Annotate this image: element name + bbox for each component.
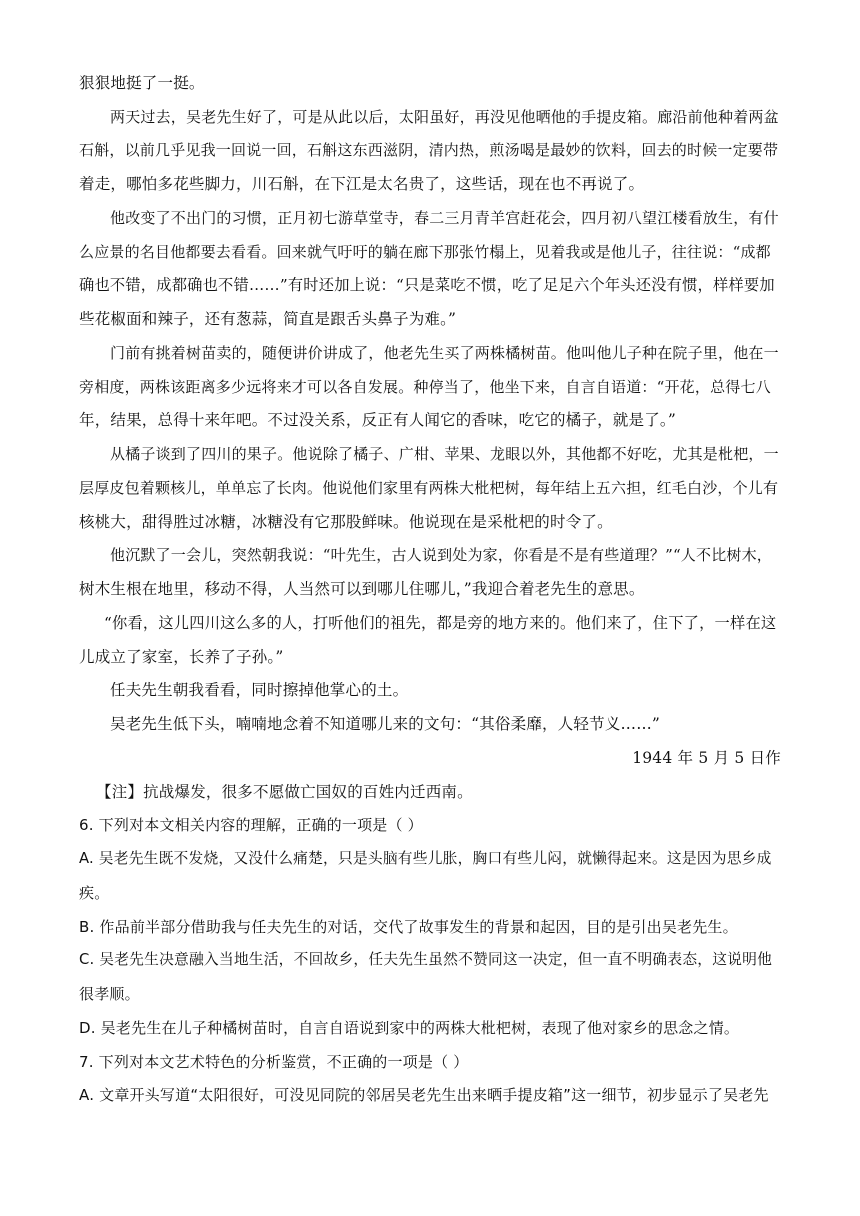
passage-line: 些花椒面和辣子，还有葱蒜，简直是跟舌头鼻子为难。” bbox=[79, 310, 457, 328]
passage-line: 层厚皮包着颗核儿，单单忘了长肉。他说他们家里有两株大枇杷树，每年结上五六担，红毛白沙，个儿有 bbox=[79, 479, 779, 497]
passage-line: 旁相度，两株该距离多少远将来才可以各自发展。种停当了，他坐下来，自言自语道：“开花，总得七八 bbox=[79, 378, 771, 396]
passage-date: 1944 年 5 月 5 日作 bbox=[632, 749, 781, 767]
passage-line: 树木生根在地里，移动不得，人当然可以到哪儿住哪儿，”我迎合着老先生的意思。 bbox=[79, 580, 645, 598]
question-7-stem: 7. 下列对本文艺术特色的分析鉴赏，不正确的一项是（ ） bbox=[79, 1053, 469, 1071]
q6-option-c-cont: 很孝顺。 bbox=[79, 985, 140, 1003]
q6-option-c: C. 吴老先生决意融入当地生活，不回故乡，任夫先生虽然不赞同这一决定，但一直不明确表态，这说明他 bbox=[79, 951, 773, 968]
passage-line: 他沉默了一会儿，突然朝我说：“叶先生，古人说到处为家，你看是不是有些道理？”“人不比树木， bbox=[110, 546, 773, 564]
passage-line: 任夫先生朝我看看，同时擦掉他掌心的土。 bbox=[110, 681, 409, 699]
q7-option-a: A. 文章开头写道“太阳很好，可没见同院的邻居吴老先生出来晒手提皮箱”这一细节，初步显示了吴老先 bbox=[79, 1086, 769, 1104]
q6-option-b: B. 作品前半部分借助我与任夫先生的对话，交代了故事发生的背景和起因，目的是引出吴老先生。 bbox=[79, 918, 738, 936]
passage-line: 狠狠地挺了一挺。 bbox=[79, 74, 205, 92]
passage-line: 门前有挑着树苗卖的，随便讲价讲成了，他老先生买了两株橘树苗。他叫他儿子种在院子里，他在一 bbox=[110, 344, 779, 362]
passage-line: 两天过去，吴老先生好了，可是从此以后，太阳虽好，再没见他晒他的手提皮箱。廊沿前他种着两盆 bbox=[110, 108, 779, 126]
passage-line: 年，结果，总得十来年吧。不过没关系，反正有人闻它的香味，吃它的橘子，就是了。” bbox=[79, 411, 676, 429]
passage-note: 【注】抗战爆发，很多不愿做亡国奴的百姓内迁西南。 bbox=[96, 783, 473, 801]
q6-option-d: D. 吴老先生在儿子种橘树苗时，自言自语说到家中的两株大枇杷树，表现了他对家乡的思念之情。 bbox=[79, 1019, 740, 1037]
passage-line: 着走，哪怕多花些脚力，川石斛，在下江是太名贵了，这些话，现在也不再说了。 bbox=[79, 175, 645, 193]
passage-line: 儿成立了家室，长养了子孙。” bbox=[79, 648, 284, 666]
q6-option-a-cont: 疾。 bbox=[79, 884, 110, 902]
passage-line: 他改变了不出门的习惯，正月初七游草堂寺，春二三月青羊宫赶花会，四月初八望江楼看放生，有什 bbox=[110, 209, 779, 227]
q6-option-a: A. 吴老先生既不发烧，又没什么痛楚，只是头脑有些儿胀，胸口有些儿闷，就懒得起来。这是因为思乡成 bbox=[79, 850, 772, 867]
passage-line: “你看，这儿四川这么多的人，打听他们的祖先，都是旁的地方来的。他们来了，住下了，一样在这 bbox=[104, 614, 777, 632]
passage-line: 核桃大，甜得胜过冰糖，冰糖没有它那股鲜味。他说现在是采枇杷的时令了。 bbox=[79, 513, 613, 531]
passage-line: 么应景的名目他都要去看看。回来就气吁吁的躺在廊下那张竹榻上，见着我或是他儿子，往往说：“成都 bbox=[79, 243, 771, 261]
passage-line: 从橘子谈到了四川的果子。他说除了橘子、广柑、苹果、龙眼以外，其他都不好吃，尤其是枇杷，一 bbox=[110, 445, 779, 463]
question-6-stem: 6. 下列对本文相关内容的理解，正确的一项是（ ） bbox=[79, 816, 423, 834]
passage-line: 确也不错，成都确也不错……”有时还加上说：“只是菜吃不惯，吃了足足六个年头还没有惯，样样要加 bbox=[79, 276, 775, 294]
passage-line: 石斛，以前几乎见我一回说一回，石斛这东西滋阴，清内热，煎汤喝是最妙的饮料，回去的时候一定要带 bbox=[79, 141, 779, 159]
passage-line: 吴老先生低下头，喃喃地念着不知道哪儿来的文句：“其俗柔靡，人轻节义……” bbox=[110, 715, 661, 733]
